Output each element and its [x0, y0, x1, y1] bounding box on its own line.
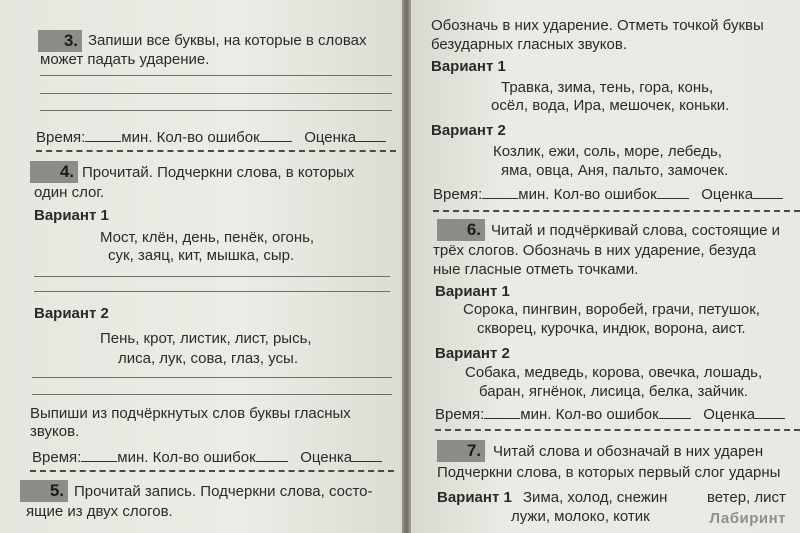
task4-text-line1: Прочитай. Подчеркни слова, в которых — [82, 164, 355, 181]
task5-text-line1: Прочитай запись. Подчеркни слова, состо- — [74, 483, 373, 500]
task3-text-line1: Запиши все буквы, на которые в словах — [88, 32, 367, 49]
section-divider — [30, 470, 394, 472]
task5-v1-words1: Травка, зима, тень, гора, конь, — [501, 79, 714, 96]
task-number-7: 7. — [437, 440, 485, 462]
answer-line — [34, 276, 390, 277]
task4-footer: Время: мин. Кол-во ошибок Оценка — [32, 448, 382, 467]
answer-line — [32, 394, 392, 395]
task6-footer: Время: мин. Кол-во ошибок Оценка — [435, 405, 785, 424]
task6-text-line3: ные гласные отметь точками. — [433, 261, 639, 278]
task5-v2-words2: яма, овца, Аня, пальто, замочек. — [501, 162, 729, 179]
variant1-label: Вариант 1 — [34, 207, 109, 224]
task7-text-line1: Читай слова и обозначай в них ударен — [493, 443, 764, 460]
task4-v2-words1: Пень, крот, листик, лист, рысь, — [100, 330, 312, 347]
task6-v1-words2: скворец, курочка, индюк, ворона, аист. — [477, 320, 746, 337]
task5-v2-words1: Козлик, ежи, соль, море, лебедь, — [493, 143, 722, 160]
task-number-4: 4. — [30, 161, 78, 183]
answer-line — [34, 291, 390, 292]
task4-v2-words2: лиса, лук, сова, глаз, усы. — [118, 350, 299, 367]
answer-line — [40, 110, 392, 111]
section-divider — [36, 150, 396, 152]
task7-v1-words1b: ветер, лист — [707, 489, 786, 506]
section-divider — [435, 429, 800, 431]
task5-v1-words2: осёл, вода, Ира, мешочек, коньки. — [491, 97, 730, 114]
task5-footer: Время: мин. Кол-во ошибок Оценка — [433, 185, 783, 204]
variant1-label: Вариант 1 — [435, 283, 510, 300]
answer-line — [32, 377, 392, 378]
task4-extra-line1: Выпиши из подчёркнутых слов буквы гласных — [30, 405, 351, 422]
task7-v1-words1: Зима, холод, снежин — [523, 489, 668, 506]
answer-line — [40, 93, 392, 94]
variant2-label: Вариант 2 — [431, 122, 506, 139]
task4-v1-words2: сук, заяц, кит, мышка, сыр. — [108, 247, 295, 264]
task6-v2-words1: Собака, медведь, корова, овечка, лошадь, — [465, 364, 763, 381]
variant1-label: Вариант 1 — [437, 489, 512, 506]
task6-text-line1: Читай и подчёркивай слова, состоящие и — [491, 222, 781, 239]
task4-extra-line2: звуков. — [30, 423, 80, 440]
task-number-5: 5. — [20, 480, 68, 502]
task-number-6: 6. — [437, 219, 485, 241]
answer-line — [40, 75, 392, 76]
task3-text-line2: может падать ударение. — [40, 51, 210, 68]
task6-v2-words2: баран, ягнёнок, лисица, белка, зайчик. — [479, 383, 749, 400]
variant2-label: Вариант 2 — [435, 345, 510, 362]
book-gutter — [402, 0, 411, 533]
task3-footer: Время: мин. Кол-во ошибок Оценка — [36, 128, 386, 147]
task-number-3: 3. — [38, 30, 82, 52]
task6-text-line2: трёх слогов. Обозначь в них ударение, безуда — [433, 242, 757, 259]
variant2-label: Вариант 2 — [34, 305, 109, 322]
task4-text-line2: один слог. — [34, 184, 105, 201]
task7-v1-words2: лужи, молоко, котик — [511, 508, 650, 525]
task4-v1-words1: Мост, клён, день, пенёк, огонь, — [100, 229, 315, 246]
task5-intro-line1: Обозначь в них ударение. Отметь точкой буквы — [431, 17, 764, 34]
right-page — [411, 0, 800, 533]
watermark-logo: Лабиринт — [709, 510, 786, 527]
task6-v1-words1: Сорока, пингвин, воробей, грачи, петушок, — [463, 301, 760, 318]
variant1-label: Вариант 1 — [431, 58, 506, 75]
task7-text-line2: Подчеркни слова, в которых первый слог ударны — [437, 464, 781, 481]
section-divider — [433, 210, 800, 212]
task5-text-line2: ящие из двух слогов. — [26, 503, 173, 520]
task5-intro-line2: безударных гласных звуков. — [431, 36, 628, 53]
